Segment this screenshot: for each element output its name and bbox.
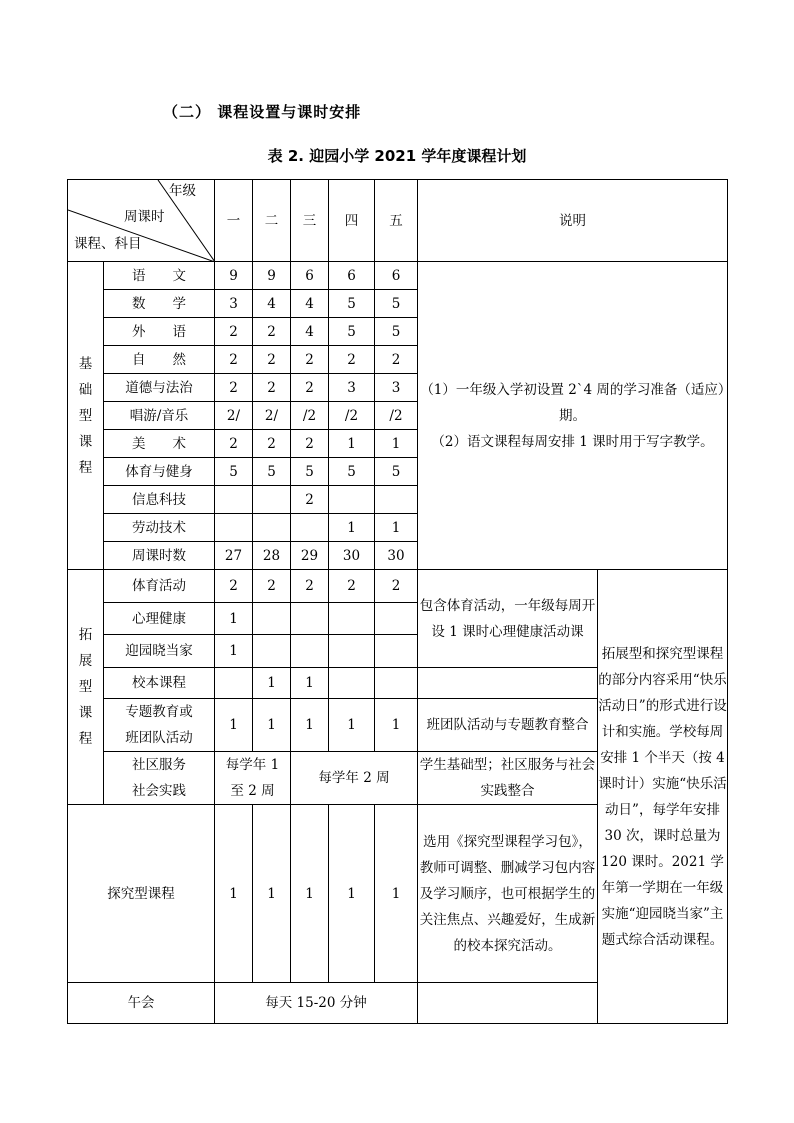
subject-name: 语 文	[104, 262, 215, 290]
noon-meeting-note	[418, 983, 728, 1024]
hour-cell: 1	[329, 805, 375, 983]
hour-cell: 4	[291, 290, 329, 318]
subject-name: 社区服务 社会实践	[104, 752, 215, 805]
hour-cell: 1	[215, 635, 253, 668]
hour-cell: 5	[375, 458, 418, 486]
table-caption: 表 2. 迎园小学 2021 学年度课程计划	[267, 147, 527, 165]
diag-grade-label: 年级	[169, 183, 196, 199]
hour-cell: 28	[253, 542, 291, 570]
note-header: 说明	[418, 180, 728, 262]
hour-cell: 5	[215, 458, 253, 486]
hour-cell: /2	[291, 402, 329, 430]
grade-2-header: 二	[253, 180, 291, 262]
subject-name: 道德与法治	[104, 374, 215, 402]
hour-cell: 2	[375, 570, 418, 603]
hour-cell: 2	[215, 430, 253, 458]
hour-cell: 1	[375, 514, 418, 542]
hour-cell: 5	[329, 458, 375, 486]
hour-cell: 1	[375, 699, 418, 752]
basic-group-label: 基 础 型 课 程	[68, 262, 104, 570]
community-grade1-cell: 每学年 1 至 2 周	[215, 752, 291, 805]
grade-4-header: 四	[329, 180, 375, 262]
subject-name: 专题教育或 班团队活动	[104, 699, 215, 752]
subject-name: 外 语	[104, 318, 215, 346]
hour-cell: 5	[329, 318, 375, 346]
noon-meeting-name: 午会	[68, 983, 215, 1024]
hour-cell: 1	[253, 699, 291, 752]
hour-cell: 1	[253, 805, 291, 983]
hour-cell: 5	[253, 458, 291, 486]
hour-cell: 2	[253, 346, 291, 374]
hour-cell	[375, 486, 418, 514]
hour-cell: 1	[375, 805, 418, 983]
hour-cell: 2	[215, 374, 253, 402]
subject-name: 周课时数	[104, 542, 215, 570]
hour-cell: 6	[291, 262, 329, 290]
hour-cell: 4	[253, 290, 291, 318]
hour-cell: 2/	[215, 402, 253, 430]
hour-cell: 2	[253, 430, 291, 458]
subject-name: 数 学	[104, 290, 215, 318]
hour-cell: 1	[291, 668, 329, 699]
hour-cell: 2	[215, 318, 253, 346]
hour-cell: 30	[329, 542, 375, 570]
hour-cell: 2	[215, 346, 253, 374]
expand-note-c: 学生基础型；社区服务与社会实践整合	[418, 752, 598, 805]
subject-name: 美 术	[104, 430, 215, 458]
table-row	[68, 262, 728, 290]
community-grade25-cell: 每学年 2 周	[291, 752, 418, 805]
hour-cell: 2	[215, 570, 253, 603]
hour-cell: 1	[215, 603, 253, 635]
inquiry-course-name: 探究型课程	[68, 805, 215, 983]
table-row	[68, 570, 728, 603]
hour-cell: 1	[329, 699, 375, 752]
hour-cell	[291, 514, 329, 542]
table-row	[68, 983, 728, 1024]
expand-side-note: 拓展型和探究型课程的部分内容采用“快乐活动日”的形式进行设计和实施。学校每周安排 1 个半天（按 4 课时计）实施“快乐活动日”，每学年安排 30 次，课时总量为 120 课时。2021 学年第一学期在一年级实施“迎园晓当家”主题式综合活动课程。	[598, 570, 728, 1024]
hour-cell: 1	[329, 430, 375, 458]
subject-name: 迎园晓当家	[104, 635, 215, 668]
hour-cell: 2/	[253, 402, 291, 430]
hour-cell: 5	[291, 458, 329, 486]
hour-cell: 2	[291, 486, 329, 514]
hour-cell: 2	[253, 570, 291, 603]
hour-cell: 1	[253, 668, 291, 699]
hour-cell: 4	[291, 318, 329, 346]
hour-cell: 1	[215, 805, 253, 983]
subject-name: 体育与健身	[104, 458, 215, 486]
subject-name: 心理健康	[104, 603, 215, 635]
subject-name: 唱游/音乐	[104, 402, 215, 430]
expand-note-a: 包含体育活动，一年级每周开设 1 课时心理健康活动课	[418, 570, 598, 668]
header-row	[68, 180, 728, 262]
hour-cell: 29	[291, 542, 329, 570]
subject-name: 体育活动	[104, 570, 215, 603]
hour-cell: 2	[253, 374, 291, 402]
section-heading: （二） 课程设置与课时安排	[163, 103, 362, 121]
hour-cell: 30	[375, 542, 418, 570]
hour-cell: 2	[291, 430, 329, 458]
hour-cell: 2	[291, 374, 329, 402]
hour-cell: 3	[329, 374, 375, 402]
hour-cell: 2	[375, 346, 418, 374]
hour-cell: /2	[329, 402, 375, 430]
hour-cell: 1	[215, 699, 253, 752]
hour-cell: 3	[375, 374, 418, 402]
subject-name: 自 然	[104, 346, 215, 374]
hour-cell: 2	[291, 346, 329, 374]
hour-cell: 9	[215, 262, 253, 290]
grade-3-header: 三	[291, 180, 329, 262]
inquiry-note: 选用《探究型课程学习包》，教师可调整、删减学习包内容及学习顺序，也可根据学生的关注焦点、兴趣爱好，生成新的校本探究活动。	[418, 805, 598, 983]
hour-cell: 1	[375, 430, 418, 458]
noon-meeting-value: 每天 15-20 分钟	[215, 983, 418, 1024]
expand-group-label: 拓 展 型 课 程	[68, 570, 104, 805]
hour-cell: 2	[329, 570, 375, 603]
subject-name: 劳动技术	[104, 514, 215, 542]
grade-5-header: 五	[375, 180, 418, 262]
hour-cell: 9	[253, 262, 291, 290]
hour-cell: 5	[375, 290, 418, 318]
basic-notes: （1）一年级入学初设置 2`4 周的学习准备（适应）期。 （2）语文课程每周安排 1 课时用于写字教学。	[418, 262, 728, 570]
hour-cell: 27	[215, 542, 253, 570]
hour-cell	[253, 486, 291, 514]
course-plan-table	[67, 179, 728, 1024]
hour-cell: 3	[215, 290, 253, 318]
hour-cell: 5	[375, 318, 418, 346]
hour-cell: 2	[253, 318, 291, 346]
diag-hours-label: 周课时	[124, 209, 165, 225]
hour-cell: 5	[329, 290, 375, 318]
hour-cell: 2	[291, 570, 329, 603]
hour-cell	[253, 514, 291, 542]
grade-1-header: 一	[215, 180, 253, 262]
subject-name: 信息科技	[104, 486, 215, 514]
expand-note-b: 班团队活动与专题教育整合	[418, 699, 598, 752]
diagonal-header-cell	[68, 180, 215, 262]
hour-cell: 1	[291, 805, 329, 983]
subject-name: 校本课程	[104, 668, 215, 699]
hour-cell: 1	[329, 514, 375, 542]
hour-cell: 6	[375, 262, 418, 290]
hour-cell: 2	[329, 346, 375, 374]
diag-subject-label: 课程、科目	[74, 236, 142, 252]
hour-cell	[215, 514, 253, 542]
hour-cell: /2	[375, 402, 418, 430]
hour-cell	[329, 486, 375, 514]
hour-cell: 6	[329, 262, 375, 290]
hour-cell: 1	[291, 699, 329, 752]
expand-note-empty	[418, 668, 598, 699]
hour-cell	[215, 486, 253, 514]
